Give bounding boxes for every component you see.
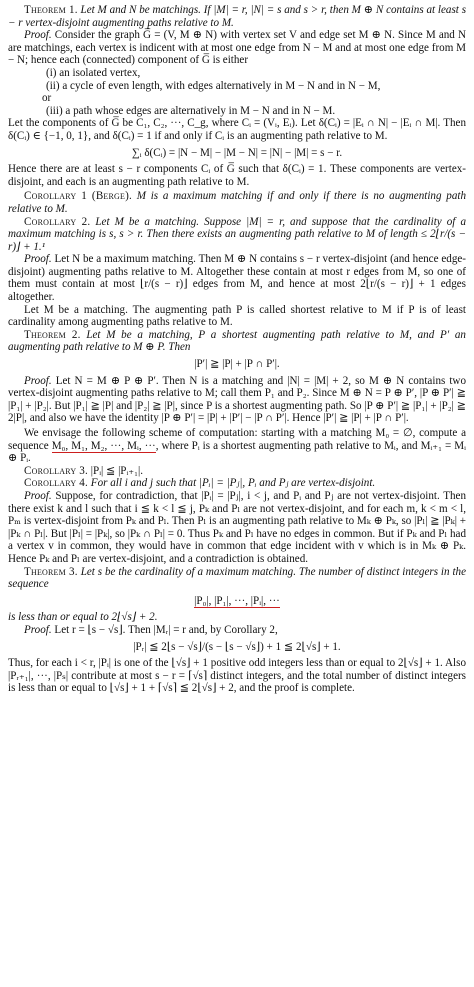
proof-2: [8, 375, 466, 425]
proof-1-components: Let the components of G̅ be C₁, C₂, ···, C_g, where Cᵢ = (Vᵢ, Eᵢ). Let δ(Cᵢ) = |Eᵢ ∩ N| − |Eᵢ ∩ M|. Then δ(Cᵢ) ∈ {−1, 0, 1}, and δ(Cᵢ) = 1 if and only if Cᵢ is an augmenting path relative to M.: [8, 117, 466, 142]
component-case-i: (i) an isolated vertex,: [46, 66, 141, 79]
corollary-1-statement: M is a maximum matching if and only if there is no augmenting path relative to M.: [8, 190, 466, 215]
theorem-3-label: Theorem 3.: [24, 565, 78, 578]
corollary-2-statement: Let M be a matching. Suppose |M| = r, and suppose that the cardinality of a maximum matching is s, s > r. Then there exists an augmenting path relative to M of length ≤ 2⌊r/(s − r)⌋ + 1.¹: [8, 215, 466, 253]
corollary-4: [8, 477, 466, 490]
theorem-3-sequence: [8, 595, 466, 608]
theorem-2-statement: Let M be a matching, P a shortest augmenting path relative to M, and P′ an augmenting path relative to M ⊕ P. Then: [8, 328, 466, 354]
computation-scheme: [8, 427, 466, 465]
proof-1-conclusion: Hence there are at least s − r components Cᵢ of G̅ such that δ(Cᵢ) = 1. These components are vertex-disjoint, and each is an augmenting path relative to M.: [8, 163, 466, 188]
proof-3-conclusion: Thus, for each i < r, |Pᵢ| is one of the ⌊√s⌋ + 1 positive odd integers less than or equal to 2⌊√s⌋ + 1. Also |Pᵣ₊₁|, ···, |Pₛ| contribute at most s − r = ⌈√s⌉ distinct integers, and the total number of distinct integers is less than or equal to ⌊√s⌋ + 1 + ⌈√s⌉ ≦ 2⌊√s⌋ + 2, and the proof is complete.: [8, 657, 466, 695]
proof-2-label: Proof.: [24, 374, 52, 387]
component-case-iii: (iii) a path whose edges are alternatively in M − N and in N − M.: [46, 104, 336, 117]
theorem-1-label: Theorem 1.: [24, 4, 78, 16]
proof-corollary-4-label: Proof.: [24, 489, 52, 502]
proof-1-label: Proof.: [24, 29, 52, 42]
theorem-3-bound: [8, 611, 466, 624]
corollary-3-statement: |Pᵢ| ≦ |Pᵢ₊₁|.: [90, 464, 143, 477]
theorem-2-label: Theorem 2.: [24, 328, 81, 341]
corollary-3-label: Corollary 3.: [24, 464, 89, 477]
shortest-path-definition: Let M be a matching. The augmenting path P is called shortest relative to M if P is of least cardinality among augmenting paths relative to M.: [8, 303, 466, 329]
proof-corollary-2-text: Let N be a maximum matching. Then M ⊕ N contains s − r vertex-disjoint (and hence edge-disjoint) augmenting paths relative to M. Altogether these contain at most r edges from M, so one of them must contain at most ⌊r/(s − r)⌋ edges from M, and hence at most 2⌊r/(s − r)⌋ + 1 edges altogether.: [8, 253, 467, 304]
corollary-1: [8, 190, 466, 215]
scheme-sequence-underlined: M₀, M₁, M₂, ···, Mᵢ, ···: [51, 439, 156, 452]
theorem-3-statement: Let s be the cardinality of a maximum matching. The number of distinct integers in the sequence: [8, 565, 467, 591]
theorem-3: [8, 566, 466, 591]
scheme-text-b: , where Pᵢ is a shortest augmenting path relative to Mᵢ, and Mᵢ₊₁ = Mᵢ ⊕ Pᵢ.: [8, 439, 466, 465]
proof-3-label: Proof.: [24, 623, 52, 636]
component-case-ii: (ii) a cycle of even length, with edges alternatively in M − N and in N − M,: [46, 79, 381, 92]
corollary-2-label: Corollary 2.: [24, 215, 91, 228]
proof-1-equation: ∑ᵢ δ(Cᵢ) = |N − M| − |M − N| = |N| − |M| = s − r.: [131, 146, 343, 159]
proof-3: [8, 624, 466, 637]
corollary-1-label: Corollary 1 (Berge).: [24, 190, 132, 203]
proof-1-paragraph: [8, 29, 466, 67]
proof-3-equation: |Pᵣ| ≦ 2⌊s − √s⌋/(s − ⌊s − √s⌋) + 1 ≦ 2⌊√s⌋ + 1.: [133, 640, 341, 653]
theorem-1-statement: Let M and N be matchings. If |M| = r, |N| = s and s > r, then M ⊕ N contains at least s − r vertex-disjoint augmenting paths relative to M.: [8, 4, 467, 29]
theorem-1: [8, 4, 466, 29]
proof-corollary-2: [8, 253, 466, 303]
proof-corollary-4: [8, 490, 466, 566]
corollary-3: [8, 465, 466, 478]
component-case-or: or: [42, 92, 52, 105]
corollary-2: [8, 216, 466, 254]
proof-3-text: Let r = ⌊s − √s⌋. Then |Mᵣ| = r and, by Corollary 2,: [54, 623, 278, 636]
theorem-3-bound-text: is less than or equal to 2⌊√s⌋ + 2.: [8, 611, 158, 624]
corollary-4-label: Corollary 4.: [24, 477, 89, 490]
proof-1-text: Consider the graph G̅ = (V, M ⊕ N) with vertex set V and edge set M ⊕ N. Since M and N are matchings, each vertex is indicent with at most one edge from N − M and at most one edge from M − N; hence each (connected) component of G̅ is either: [8, 29, 466, 67]
theorem-2: [8, 329, 466, 354]
corollary-4-statement: For all i and j such that |Pᵢ| = |Pⱼ|, Pᵢ and Pⱼ are vertex-disjoint.: [90, 477, 376, 490]
theorem-2-equation: |P′| ≧ |P| + |P ∩ P′|.: [194, 358, 280, 371]
proof-2-text: Let N = M ⊕ P ⊕ P′. Then N is a matching and |N| = |M| + 2, so M ⊕ N contains two vertex-disjoint augmenting paths relative to M; call them P₁ and P₂. Since M ⊕ N = P ⊕ P′, |P ⊕ P′| ≧ |P₁| + |P₂|. But |P₁| ≧ |P| and |P₂| ≧ |P|, since P is a shortest augmenting path. So |P ⊕ P′| ≧ |P₁| + |P₂| ≧ 2|P|, and also we have the identity |P ⊕ P′| = |P| + |P′| − |P ∩ P′|. Hence |P′| ≧ |P| + |P ∩ P′|.: [8, 374, 466, 425]
theorem-3-sequence-underlined: |P₀|, |P₁|, ···, |Pᵢ|, ···: [194, 594, 280, 607]
proof-corollary-2-label: Proof.: [24, 253, 52, 266]
proof-corollary-4-text: Suppose, for contradiction, that |Pᵢ| = |Pⱼ|, i < j, and Pᵢ and Pⱼ are not vertex-disjoint. Then there exist k and l such that i ≦ k < l ≦ j, Pₖ and Pₗ are not vertex-disjoint, and for each m, k < m < l, Pₘ is vertex-disjoint from Pₖ and Pₗ. Then Pₗ is an augmenting path relative to Mₖ ⊕ Pₖ, so |Pₗ| ≧ |Pₖ| + |Pₖ ∩ Pₗ|. But |Pₗ| = |Pₖ|, so |Pₖ ∩ Pₗ| = 0. Thus Pₖ and Pₗ have no edges in common. But if Pₖ and Pₗ had a vertex v in common, they would have in common that edge incident with v which is in Mₖ ⊕ Pₖ. Hence Pₖ and Pₗ are vertex-disjoint, and a contradiction is obtained.: [8, 489, 466, 565]
scheme-text-a: We envisage the following scheme of computation: starting with a matching M₀ = ∅, compute a sequence: [8, 427, 466, 452]
